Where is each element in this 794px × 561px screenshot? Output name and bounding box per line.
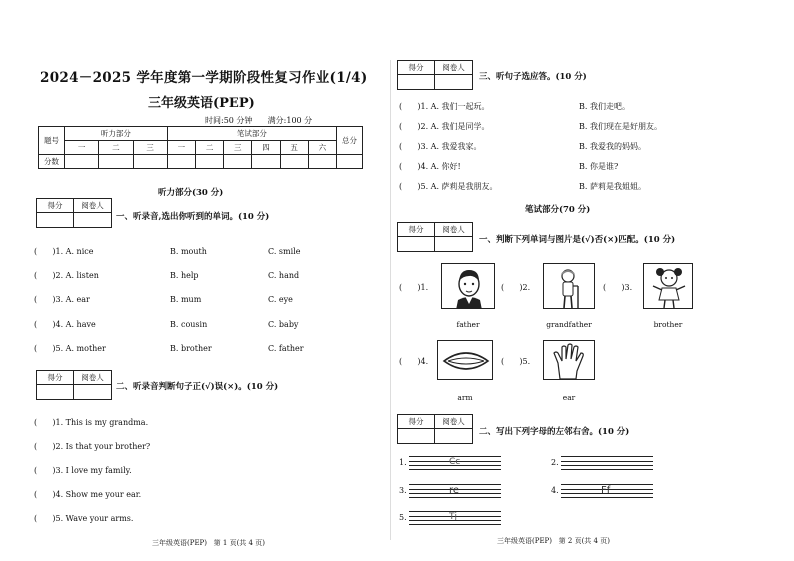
score-cell[interactable] (308, 155, 336, 169)
option-b: B. mouth (170, 247, 207, 256)
letter-number: 5. (399, 513, 407, 522)
score-cell[interactable] (133, 155, 167, 169)
page-divider (390, 60, 391, 540)
letter-number: 1. (399, 458, 407, 467)
option-b: B. brother (170, 344, 212, 353)
letter-sample: Cc (449, 457, 461, 467)
score-box-grader-label: 阅卷人 (74, 199, 111, 213)
option-c: C. eye (268, 295, 293, 304)
question-number[interactable]: ( )3. A. ear (34, 295, 90, 304)
score-table-listening: 听力部分 (65, 127, 168, 141)
letter-number: 3. (399, 486, 407, 495)
letter-sample: Tj (449, 512, 457, 522)
score-table-label-number: 题号 (39, 127, 65, 155)
score-table-col: 三 (133, 141, 167, 155)
score-box-score-label: 得分 (398, 223, 434, 237)
response-option-a[interactable]: ( )4. A. 你好! (399, 162, 461, 171)
match-word: brother (653, 320, 683, 329)
exam-meta: 时间:50 分钟 满分:100 分 (205, 116, 313, 125)
option-c: C. baby (268, 320, 299, 329)
score-table-col: 一 (167, 141, 195, 155)
exam-subtitle: 三年级英语(PEP) (148, 96, 255, 111)
score-table-col: 一 (65, 141, 99, 155)
score-table (38, 126, 363, 169)
score-box (36, 198, 112, 228)
score-cell[interactable] (252, 155, 280, 169)
response-option-a[interactable]: ( )5. A. 萨莉是我朋友。 (399, 182, 498, 191)
hand-icon (543, 340, 595, 380)
w-section2-heading: 二、写出下列字母的左邻右舍。(10 分) (479, 427, 630, 437)
statement-item[interactable]: ( )4. Show me your ear. (34, 490, 142, 499)
score-cell[interactable] (224, 155, 252, 169)
score-table-col: 三 (224, 141, 252, 155)
match-word: arm (457, 393, 473, 402)
listening-heading: 听力部分(30 分) (158, 188, 224, 198)
score-box-grader-label: 阅卷人 (435, 223, 472, 237)
option-b: B. help (170, 271, 199, 280)
score-box-grader-label: 阅卷人 (435, 61, 472, 75)
score-box-grader-label: 阅卷人 (74, 371, 111, 385)
option-b: B. mum (170, 295, 202, 304)
score-box (397, 414, 473, 444)
response-option-b: B. 我爱我的妈妈。 (579, 142, 646, 151)
l-section2-heading: 二、听录音判断句子正(√)误(×)。(10 分) (116, 382, 279, 392)
question-number[interactable]: ( )2. A. listen (34, 271, 99, 280)
letter-writing-lines[interactable] (409, 511, 501, 525)
match-number[interactable]: ( )4. (399, 357, 429, 366)
response-option-a[interactable]: ( )1. A. 我们一起玩。 (399, 102, 490, 111)
statement-item[interactable]: ( )1. This is my grandma. (34, 418, 149, 427)
match-number[interactable]: ( )3. (603, 283, 633, 292)
score-box (397, 222, 473, 252)
response-option-a[interactable]: ( )2. A. 我们是同学。 (399, 122, 490, 131)
letter-number: 4. (551, 486, 559, 495)
question-number[interactable]: ( )1. A. nice (34, 247, 94, 256)
score-table-col: 二 (195, 141, 223, 155)
response-option-b: B. 我们走吧。 (579, 102, 630, 111)
response-option-b: B. 你是谁? (579, 162, 619, 171)
letter-writing-lines[interactable] (561, 456, 653, 470)
response-option-a[interactable]: ( )3. A. 我爱我家。 (399, 142, 482, 151)
exam-title: 2024－2025 学年度第一学期阶段性复习作业(1/4) (40, 70, 368, 86)
girl-icon (643, 263, 693, 309)
score-box-score-label: 得分 (37, 371, 73, 385)
writing-heading: 笔试部分(70 分) (525, 205, 591, 215)
letter-writing-lines[interactable] (561, 484, 653, 498)
score-box (36, 370, 112, 400)
w-section1-heading: 一、判断下列单词与图片是(√)否(×)匹配。(10 分) (479, 235, 676, 245)
score-cell[interactable] (337, 155, 363, 169)
score-cell[interactable] (195, 155, 223, 169)
score-box (397, 60, 473, 90)
page-right (397, 0, 794, 561)
score-cell[interactable] (167, 155, 195, 169)
l-section3-heading: 三、听句子选应答。(10 分) (479, 72, 587, 82)
question-number[interactable]: ( )4. A. have (34, 320, 96, 329)
page-footer: 三年级英语(PEP) 第 2 页(共 4 页) (497, 537, 610, 545)
score-cell[interactable] (65, 155, 99, 169)
score-cell[interactable] (99, 155, 133, 169)
statement-item[interactable]: ( )5. Wave your arms. (34, 514, 134, 523)
match-word: father (456, 320, 480, 329)
option-b: B. cousin (170, 320, 208, 329)
option-c: C. father (268, 344, 304, 353)
score-cell[interactable] (280, 155, 308, 169)
option-c: C. smile (268, 247, 301, 256)
score-table-col: 四 (252, 141, 280, 155)
match-word: grandfather (546, 320, 592, 329)
score-box-score-label: 得分 (37, 199, 73, 213)
page-footer: 三年级英语(PEP) 第 1 页(共 4 页) (152, 539, 265, 547)
score-table-col: 二 (99, 141, 133, 155)
score-table-col: 五 (280, 141, 308, 155)
option-c: C. hand (268, 271, 300, 280)
match-number[interactable]: ( )5. (501, 357, 531, 366)
mouth-icon (437, 340, 493, 380)
letter-sample: Ff (601, 485, 611, 496)
letter-writing-lines[interactable] (409, 484, 501, 498)
question-number[interactable]: ( )5. A. mother (34, 344, 106, 353)
l-section1-heading: 一、听录音,选出你听到的单词。(10 分) (116, 212, 270, 222)
score-box-score-label: 得分 (398, 415, 434, 429)
letter-writing-lines[interactable] (409, 456, 501, 470)
score-table-total: 总分 (337, 127, 363, 155)
score-table-label-score: 分数 (39, 155, 65, 169)
match-number[interactable]: ( )2. (501, 283, 531, 292)
score-box-grader-label: 阅卷人 (435, 415, 472, 429)
letter-sample: re (449, 485, 460, 496)
statement-item[interactable]: ( )3. I love my family. (34, 466, 132, 475)
boy-portrait-icon (441, 263, 495, 309)
score-table-col: 六 (308, 141, 336, 155)
statement-item[interactable]: ( )2. Is that your brother? (34, 442, 151, 451)
letter-number: 2. (551, 458, 559, 467)
match-number[interactable]: ( )1. (399, 283, 429, 292)
score-box-score-label: 得分 (398, 61, 434, 75)
match-word: ear (562, 393, 576, 402)
score-table-writing: 笔试部分 (167, 127, 336, 141)
old-man-icon (543, 263, 595, 309)
response-option-b: B. 我们现在是好朋友。 (579, 122, 662, 131)
response-option-b: B. 萨莉是我姐姐。 (579, 182, 646, 191)
